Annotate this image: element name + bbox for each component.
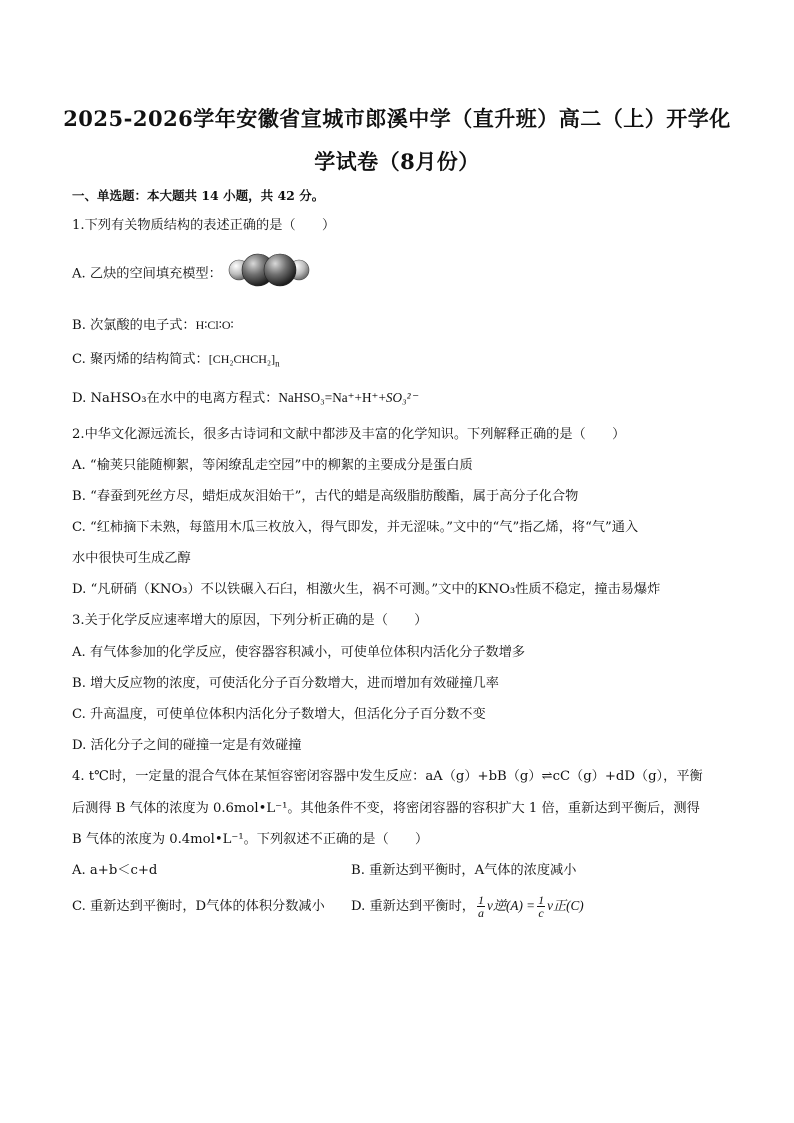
page-title-line2: 学试卷（8月份） (314, 149, 480, 174)
q1-option-a-text: A. 乙炔的空间填充模型： (72, 266, 222, 282)
q4-option-a: A. a+b＜c+d (72, 863, 158, 878)
q4-stem-line1: 4. t℃时，一定量的混合气体在某恒容密闭容器中发生反应：aA（g）+bB（g）⇌cC（g）+dD（g），平衡 (72, 769, 703, 784)
q2-option-c-line1: C. “红柿摘下未熟，每篮用木瓜三枚放入，得气即发，并无涩味。”文中的“气”指乙烯，将“气”通入 (72, 520, 639, 535)
section-heading: 一、单选题：本大题共 14 小题，共 42 分。 (72, 188, 325, 203)
q1-option-b (72, 316, 234, 335)
q2-stem: 2.中华文化源远流长，很多古诗词和文献中都涉及丰富的化学知识。下列解释正确的是（ ） (72, 427, 626, 442)
q1-option-b-formula: H∶Cl∶O∶ (195, 318, 234, 332)
q1-option-c: C. 聚丙烯的结构简式：$[CH_2CHCH_2]_n$ (72, 352, 280, 369)
q4-frac-2: $\frac{1}{c}$ (538, 893, 545, 920)
q4-stem-line3: B 气体的浓度为 0.4mol•L⁻¹。下列叙述不正确的是（ ） (72, 832, 429, 847)
q3-option-d: D. 活化分子之间的碰撞一定是有效碰撞 (72, 738, 302, 753)
acetylene-model-image (228, 253, 310, 287)
q1-option-b-label: B. 次氯酸的电子式： (72, 318, 196, 333)
q2-option-a: A. “榆荚只能随柳絮，等闲缭乱走空园”中的柳絮的主要成分是蛋白质 (72, 458, 473, 473)
q4-option-c: C. 重新达到平衡时，D气体的体积分数减小 (72, 899, 325, 914)
q3-option-a: A. 有气体参加的化学反应，使容器容积减小，可使单位体积内活化分子数增多 (72, 645, 526, 660)
q1-option-c-formula: CH₂CHCH₂ (212, 352, 272, 366)
q4-option-b: B. 重新达到平衡时，A气体的浓度减小 (351, 863, 577, 878)
q4-option-d (351, 894, 584, 919)
q1-option-c-n: n (275, 358, 280, 369)
q4-frac-1: $\frac{1}{a}$ (478, 893, 484, 920)
q2-option-b: B. “春蚕到死丝方尽，蜡炬成灰泪始干”，古代的蜡是高级脂肪酸酯，属于高分子化合物 (72, 489, 579, 504)
q1-option-d-ion: SO₃²⁻ (385, 390, 418, 405)
page-title-line1: 2025-2026学年安徽省宣城市郎溪中学（直升班）高二（上）开学化 (63, 106, 731, 131)
q3-option-c: C. 升高温度，可使单位体积内活化分子数增大，但活化分子百分数不变 (72, 707, 486, 722)
q4-expr-right: v正(C) (547, 898, 584, 913)
q2-option-d: D. “凡研硝（KNO₃）不以铁碾入石臼，相激火生，祸不可测。”文中的KNO₃性质不稳定，撞击易爆炸 (72, 582, 661, 597)
q4-option-d-label: D. 重新达到平衡时， (351, 899, 475, 914)
q2-option-c-line2: 水中很快可生成乙醇 (72, 551, 191, 566)
q1-option-d (72, 389, 418, 408)
q4-stem-line2: 后测得 B 气体的浓度为 0.6mol•L⁻¹。其他条件不变，将密闭容器的容积扩大 1 倍，重新达到平衡后，测得 (72, 801, 700, 816)
q3-stem: 3.关于化学反应速率增大的原因，下列分析正确的是（ ） (72, 613, 428, 628)
q1-option-a (72, 261, 310, 287)
q1-stem: 1.下列有关物质结构的表述正确的是（ ） (72, 218, 336, 233)
q1-option-d-formula: NaHSO₃=Na⁺+H⁺+ (278, 390, 386, 405)
q3-option-b: B. 增大反应物的浓度，可使活化分子百分数增大，进而增加有效碰撞几率 (72, 676, 499, 691)
q1-option-d-label: D. NaHSO₃在水中的电离方程式： (72, 391, 279, 406)
q1-option-c-label: C. 聚丙烯的结构简式： (72, 352, 209, 367)
q4-expr-left: v逆(A) = (487, 898, 536, 913)
